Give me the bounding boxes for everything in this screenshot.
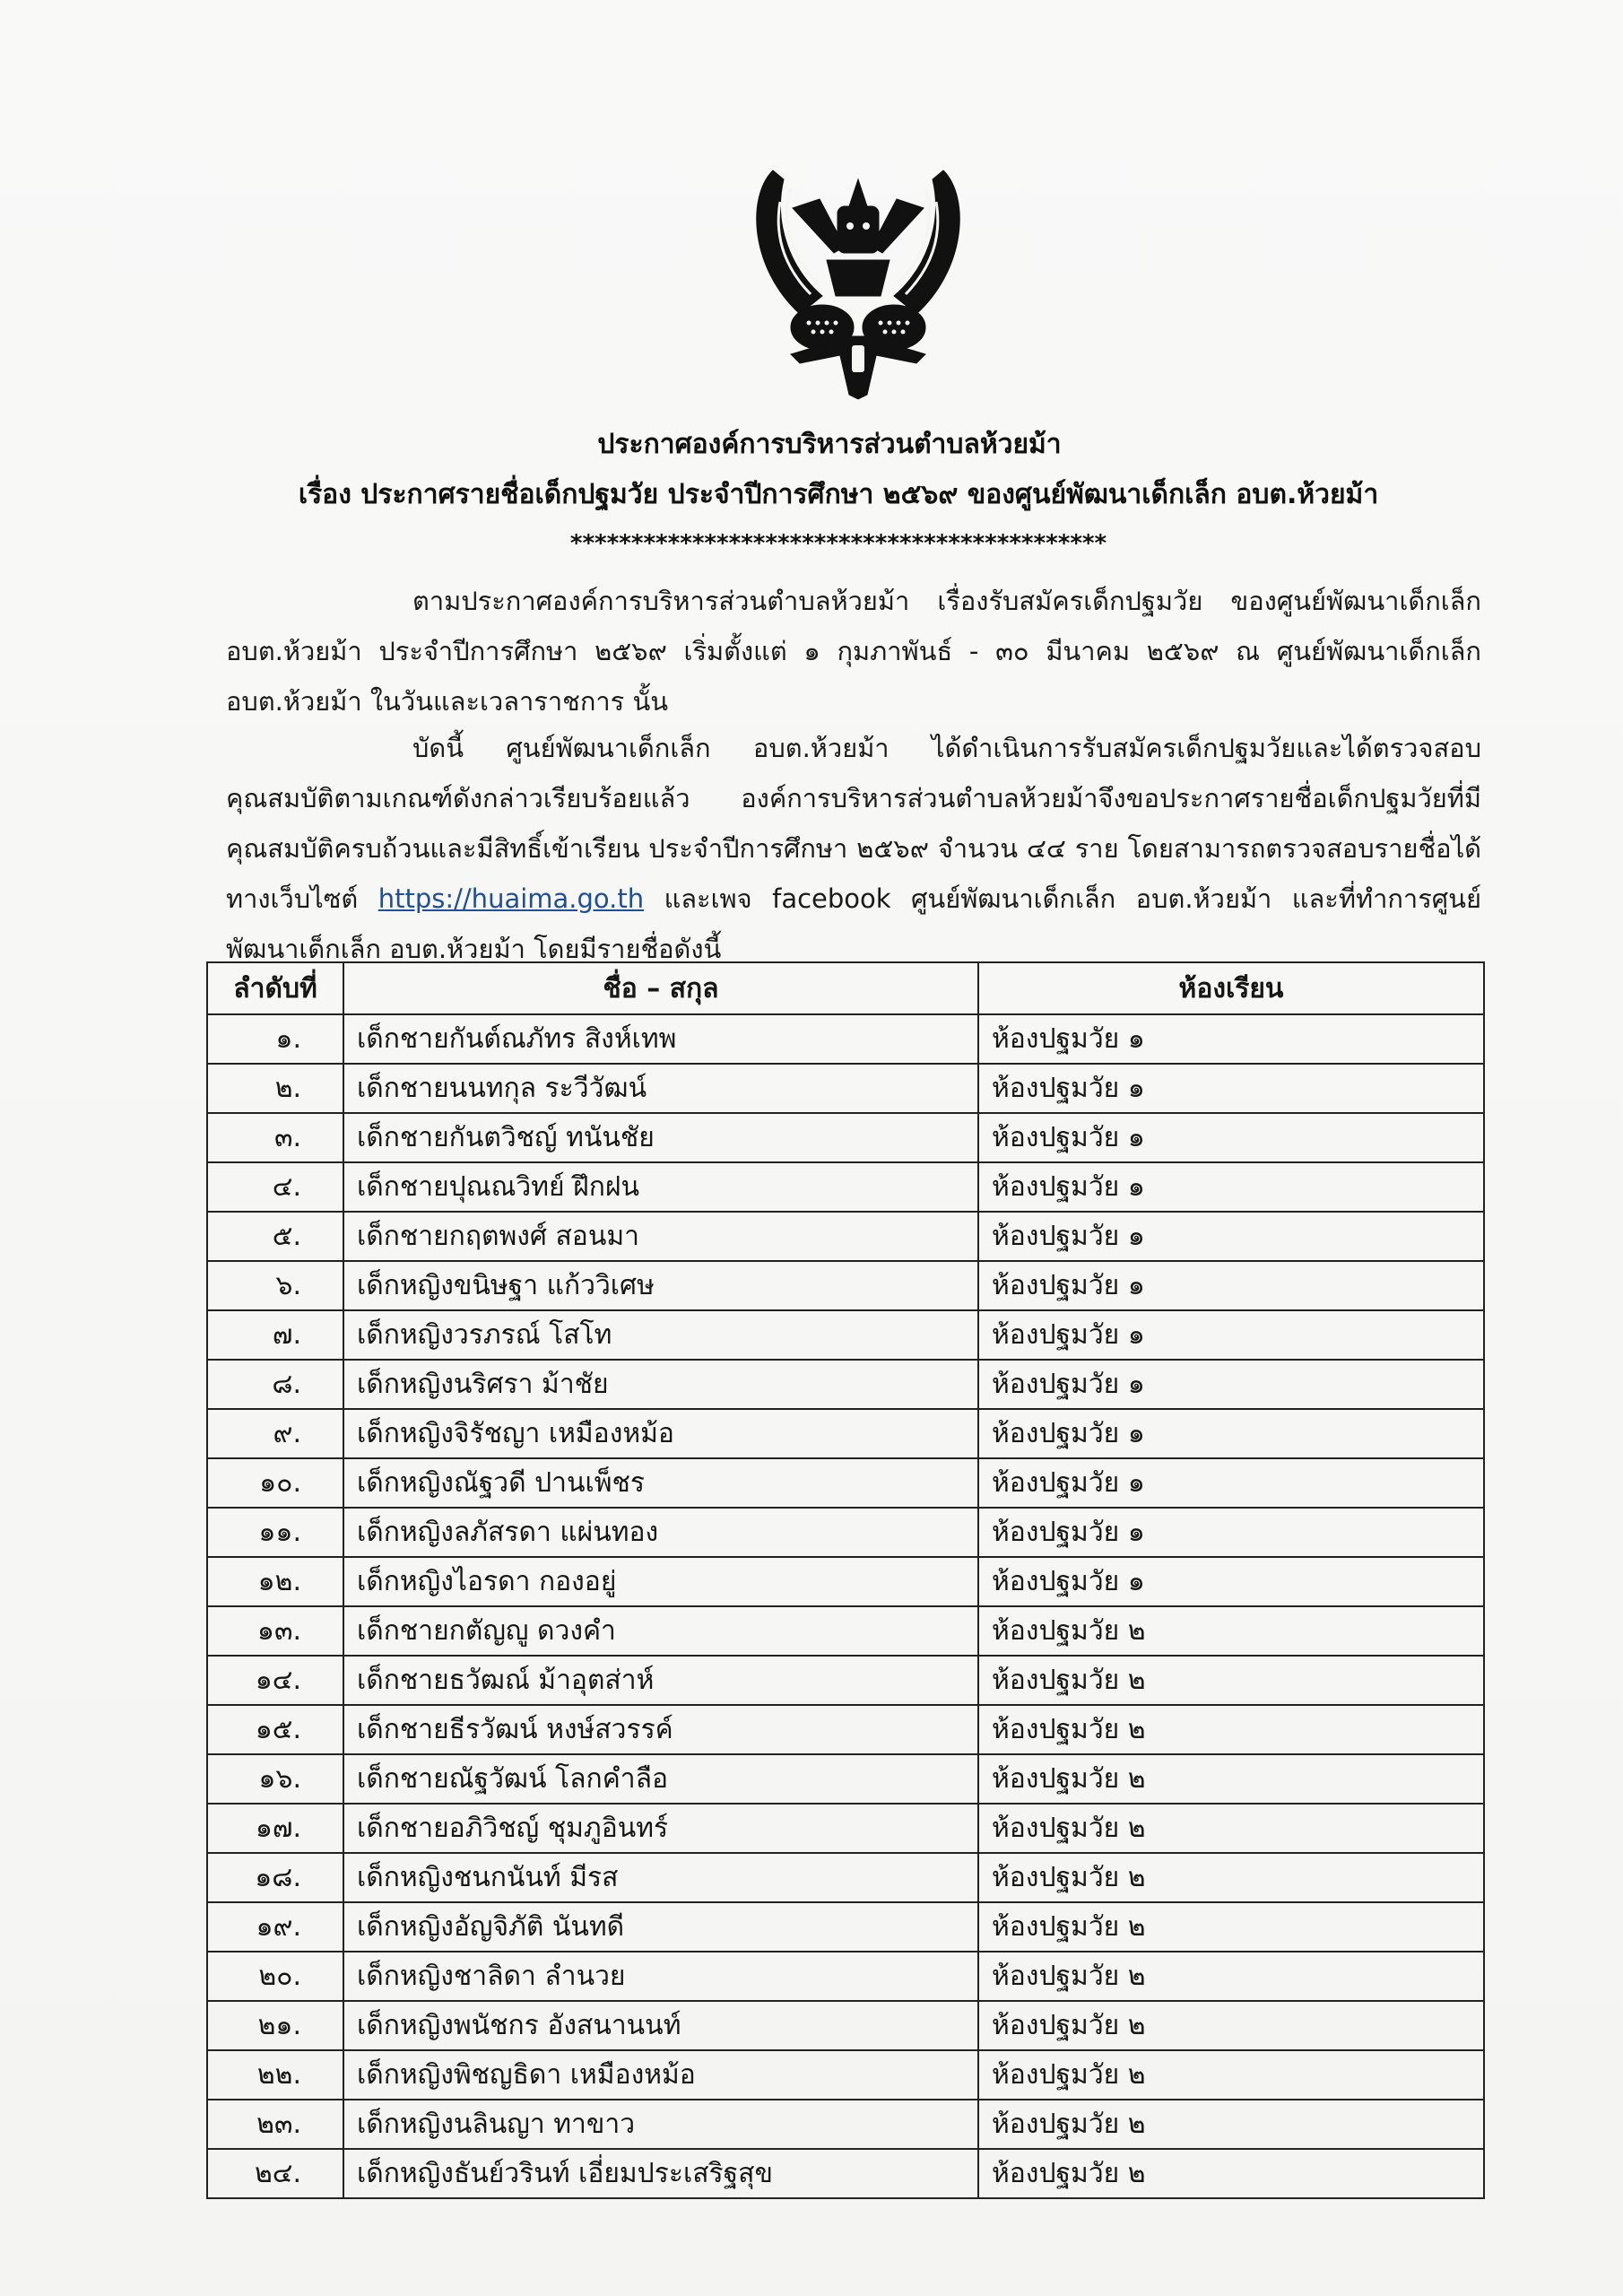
- table-row: [207, 1557, 1484, 1606]
- student-name: เด็กชายธีรวัฒน์ หงษ์สวรรค์: [343, 1705, 978, 1754]
- row-number: ๑๙.: [207, 1902, 343, 1952]
- table-row: [207, 1458, 1484, 1508]
- classroom: ห้องปฐมวัย ๒: [978, 1656, 1484, 1705]
- student-name: เด็กหญิงชาลิดา ลำนวย: [343, 1952, 978, 2001]
- paragraph-intro: [226, 576, 1481, 726]
- classroom: ห้องปฐมวัย ๑: [978, 1064, 1484, 1113]
- classroom: ห้องปฐมวัย ๑: [978, 1360, 1484, 1409]
- table-row: [207, 1804, 1484, 1853]
- column-header-classroom: ห้องเรียน: [978, 962, 1484, 1014]
- row-number: ๖.: [207, 1261, 343, 1310]
- row-number: ๑๔.: [207, 1656, 343, 1705]
- classroom: ห้องปฐมวัย ๑: [978, 1557, 1484, 1606]
- row-number: ๑๗.: [207, 1804, 343, 1853]
- student-name: เด็กหญิงขนิษฐา แก้ววิเศษ: [343, 1261, 978, 1310]
- row-number: ๒๔.: [207, 2149, 343, 2198]
- row-number: ๑.: [207, 1014, 343, 1064]
- student-name: เด็กชายกันตวิชญ์ ทนันชัย: [343, 1113, 978, 1162]
- table-row: [207, 1952, 1484, 2001]
- student-name: เด็กหญิงธันย์วรินท์ เอี่ยมประเสริฐสุข: [343, 2149, 978, 2198]
- student-name: เด็กชายกฤตพงศ์ สอนมา: [343, 1212, 978, 1261]
- website-link[interactable]: https://huaima.go.th: [378, 883, 645, 914]
- table-row: [207, 1261, 1484, 1310]
- table-body: [207, 1014, 1484, 2198]
- student-name: เด็กหญิงนริศรา ม้าชัย: [343, 1360, 978, 1409]
- paragraph-details: [226, 723, 1481, 974]
- table-row: [207, 2149, 1484, 2198]
- classroom: ห้องปฐมวัย ๑: [978, 1113, 1484, 1162]
- student-name: เด็กชายกันต์ณภัทร สิงห์เทพ: [343, 1014, 978, 1064]
- table-row: [207, 1853, 1484, 1902]
- classroom: ห้องปฐมวัย ๑: [978, 1310, 1484, 1360]
- classroom: ห้องปฐมวัย ๒: [978, 2100, 1484, 2149]
- announcement-subject: เรื่อง ประกาศรายชื่อเด็กปฐมวัย ประจำปีการศึกษา ๒๕๖๙ ของศูนย์พัฒนาเด็กเล็ก อบต.ห้วยม้า: [298, 479, 1379, 510]
- row-number: ๒๓.: [207, 2100, 343, 2149]
- row-number: ๑๕.: [207, 1705, 343, 1754]
- table-row: [207, 1409, 1484, 1458]
- column-header-name: ชื่อ – สกุล: [343, 962, 978, 1014]
- table-row: [207, 1705, 1484, 1754]
- classroom: ห้องปฐมวัย ๑: [978, 1014, 1484, 1064]
- row-number: ๑๖.: [207, 1754, 343, 1804]
- row-number: ๑๘.: [207, 1853, 343, 1902]
- student-name: เด็กชายปุณณวิทย์ ฝึกฝน: [343, 1162, 978, 1212]
- announcement-title: ประกาศองค์การบริหารส่วนตำบลห้วยม้า: [597, 429, 1062, 460]
- classroom: ห้องปฐมวัย ๒: [978, 1705, 1484, 1754]
- row-number: ๒๑.: [207, 2001, 343, 2050]
- row-number: ๒๒.: [207, 2050, 343, 2100]
- table-row: [207, 1212, 1484, 1261]
- table-row: [207, 1656, 1484, 1705]
- student-name: เด็กหญิงณัฐวดี ปานเพ็ชร: [343, 1458, 978, 1508]
- paragraph-details-text-end: และเพจ facebook ศูนย์พัฒนาเด็กเล็ก อบต.ห้วยม้า และที่ทำการศูนย์พัฒนาเด็กเล็ก อบต.ห้วยม้า โดยมีรายชื่อดังนี้: [226, 883, 1481, 964]
- row-number: ๑๐.: [207, 1458, 343, 1508]
- student-name: เด็กชายอภิวิชญ์ ชุมภูอินทร์: [343, 1804, 978, 1853]
- student-name: เด็กหญิงจิรัชญา เหมืองหม้อ: [343, 1409, 978, 1458]
- student-roster-table: [206, 961, 1485, 2199]
- classroom: ห้องปฐมวัย ๒: [978, 1606, 1484, 1656]
- classroom: ห้องปฐมวัย ๒: [978, 1853, 1484, 1902]
- table-row: [207, 1754, 1484, 1804]
- row-number: ๕.: [207, 1212, 343, 1261]
- table-row: [207, 1064, 1484, 1113]
- classroom: ห้องปฐมวัย ๑: [978, 1508, 1484, 1557]
- column-header-number: ลำดับที่: [207, 962, 343, 1014]
- student-name: เด็กหญิงพนัชกร อังสนานนท์: [343, 2001, 978, 2050]
- student-name: เด็กหญิงพิชญธิดา เหมืองหม้อ: [343, 2050, 978, 2100]
- paragraph-details-text: บัดนี้ ศูนย์พัฒนาเด็กเล็ก อบต.ห้วยม้า ได้ดำเนินการรับสมัครเด็กปฐมวัยและได้ตรวจสอบคุณสมบัติตามเกณฑ์ดังกล่าวเรียบร้อยแล้ว องค์การบริหารส่วนตำบลห้วยม้าจึงขอประกาศรายชื่อเด็กปฐมวัยที่มีคุณสมบัติครบถ้วนและมีสิทธิ์เข้าเรียน ประจำปีการศึกษา ๒๕๖๙ จำนวน ๔๔ ราย โดยสามารถตรวจสอบรายชื่อได้ ทางเว็บไซต์: [226, 733, 1481, 914]
- classroom: ห้องปฐมวัย ๒: [978, 1804, 1484, 1853]
- row-number: ๒๐.: [207, 1952, 343, 2001]
- paragraph-intro-text: ตามประกาศองค์การบริหารส่วนตำบลห้วยม้า เรื่องรับสมัครเด็กปฐมวัย ของศูนย์พัฒนาเด็กเล็ก อบต.ห้วยม้า ประจำปีการศึกษา ๒๕๖๙ เริ่มตั้งแต่ ๑ กุมภาพันธ์ - ๓๐ มีนาคม ๒๕๖๙ ณ ศูนย์พัฒนาเด็กเล็ก อบต.ห้วยม้า ในวันและเวลาราชการ นั้น: [226, 586, 1481, 717]
- row-number: ๘.: [207, 1360, 343, 1409]
- classroom: ห้องปฐมวัย ๑: [978, 1261, 1484, 1310]
- row-number: ๑๓.: [207, 1606, 343, 1656]
- row-number: ๑๒.: [207, 1557, 343, 1606]
- student-name: เด็กชายกตัญญู ดวงคำ: [343, 1606, 978, 1656]
- classroom: ห้องปฐมวัย ๑: [978, 1162, 1484, 1212]
- student-name: เด็กหญิงวรภรณ์ โสโท: [343, 1310, 978, 1360]
- table-row: [207, 1113, 1484, 1162]
- classroom: ห้องปฐมวัย ๑: [978, 1458, 1484, 1508]
- row-number: ๙.: [207, 1409, 343, 1458]
- table-row: [207, 1162, 1484, 1212]
- student-name: เด็กหญิงชนกนันท์ มีรส: [343, 1853, 978, 1902]
- table-row: [207, 1360, 1484, 1409]
- student-name: เด็กหญิงลภัสรดา แผ่นทอง: [343, 1508, 978, 1557]
- table-row: [207, 2050, 1484, 2100]
- row-number: ๒.: [207, 1064, 343, 1113]
- classroom: ห้องปฐมวัย ๑: [978, 1212, 1484, 1261]
- classroom: ห้องปฐมวัย ๒: [978, 2149, 1484, 2198]
- separator: ********************************************: [569, 530, 1107, 557]
- classroom: ห้องปฐมวัย ๒: [978, 1952, 1484, 2001]
- table-row: [207, 1902, 1484, 1952]
- classroom: ห้องปฐมวัย ๑: [978, 1409, 1484, 1458]
- classroom: ห้องปฐมวัย ๒: [978, 2050, 1484, 2100]
- row-number: ๓.: [207, 1113, 343, 1162]
- student-name: เด็กหญิงอัญจิภัติ นันทดี: [343, 1902, 978, 1952]
- classroom: ห้องปฐมวัย ๒: [978, 1902, 1484, 1952]
- student-name: เด็กชายธวัฒณ์ ม้าอุตส่าห์: [343, 1656, 978, 1705]
- table-row: [207, 1014, 1484, 1064]
- garuda-emblem-icon: [737, 161, 979, 404]
- classroom: ห้องปฐมวัย ๒: [978, 2001, 1484, 2050]
- table-header-row: [207, 962, 1484, 1014]
- table-row: [207, 2001, 1484, 2050]
- student-name: เด็กหญิงนลินญา ทาขาว: [343, 2100, 978, 2149]
- student-name: เด็กหญิงไอรดา กองอยู่: [343, 1557, 978, 1606]
- classroom: ห้องปฐมวัย ๒: [978, 1754, 1484, 1804]
- student-name: เด็กชายณัฐวัฒน์ โลกคำลือ: [343, 1754, 978, 1804]
- table-row: [207, 1310, 1484, 1360]
- row-number: ๔.: [207, 1162, 343, 1212]
- table-row: [207, 2100, 1484, 2149]
- table-row: [207, 1508, 1484, 1557]
- row-number: ๑๑.: [207, 1508, 343, 1557]
- row-number: ๗.: [207, 1310, 343, 1360]
- table-row: [207, 1606, 1484, 1656]
- student-name: เด็กชายนนทกุล ระวีวัฒน์: [343, 1064, 978, 1113]
